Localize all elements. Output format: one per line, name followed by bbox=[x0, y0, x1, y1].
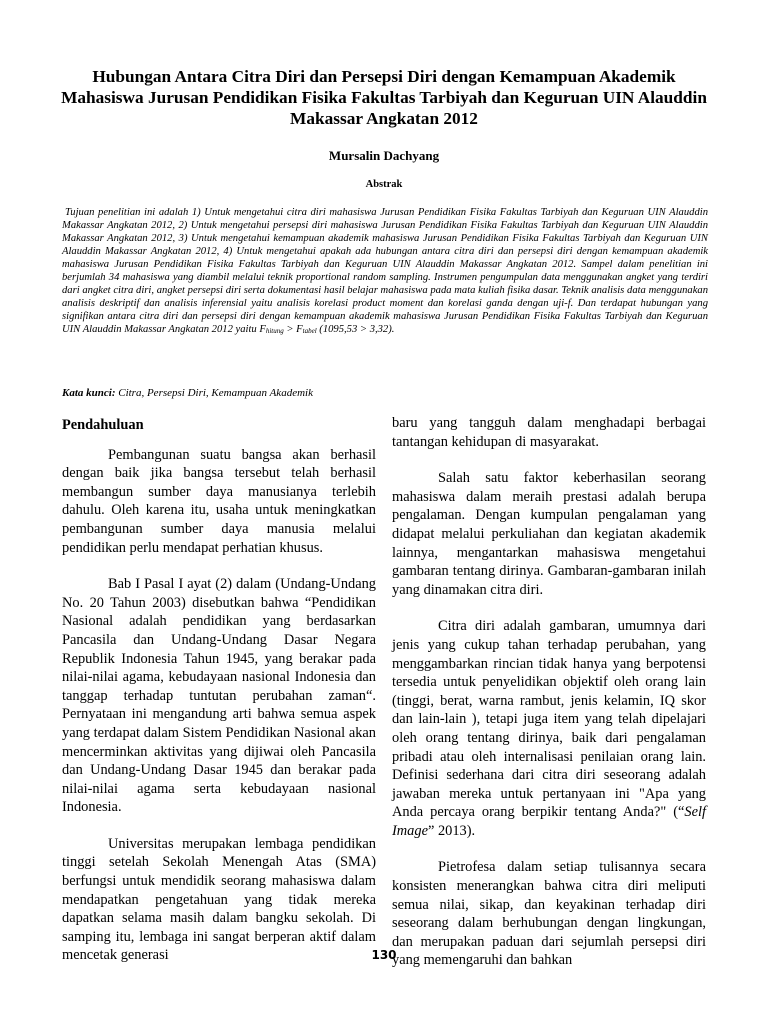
paragraph-continuation: baru yang tangguh dalam menghadapi berbagai tantangan kehidupan di masyarakat. bbox=[392, 415, 706, 450]
citation-italic: Self Image bbox=[392, 804, 706, 839]
section-heading: Pendahuluan bbox=[62, 417, 144, 433]
paragraph bbox=[392, 617, 706, 840]
paragraph: Pembangunan suatu bangsa akan berhasil dengan baik jika bangsa tersebut telah berhasil membangun sumber daya manusianya terlebih dahulu. Oleh karena itu, usaha untuk meningkatkan pembangunan sumber daya manusia melalui pendidikan perlu mendapat perhatian khusus. bbox=[62, 446, 376, 556]
abstract-text: Tujuan penelitian ini adalah 1) Untuk mengetahui citra diri mahasiswa Jurusan Pendidikan Fisika Fakultas Tarbiyah dan Keguruan UIN Alauddin Makassar Angkatan 2012, 2) Untuk mengetahui persepsi diri mahasiswa Jurusan Pendidikan Fisika Fakultas Tarbiyah dan Keguruan UIN Alauddin Makassar Angkatan 2012, 3) Untuk mengetahui kemampuan akademik mahasiswa Jurusan Pendidikan Fisika Fakultas Tarbiyah dan Keguruan UIN Alauddin Makassar Angkatan 2012, 4) Untuk mengetahui apakah ada hubungan antara citra diri dan persepsi diri dengan kemampuan akademik mahasiswa Jurusan Pendidikan Fisika Fakultas Tarbiyah dan Keguruan UIN Alauddin Makassar Angkatan 2012. Sampel dalam penelitian ini berjumlah 34 mahasiswa yang diambil melalui teknik proportional random sampling. Instrumen pengumpulan data menggunakan angket yang terdiri dari angket citra diri, angket persepsi diri serta dokumentasi hasil belajar mahasiswa pada mata kuliah fisika dasar. Teknik analisis data menggunakan analisis deskriptif dan analisis inferensial yaitu analisis korelasi product moment dan korelasi ganda dengan uji-f. Dan terdapat hubungan yang signifikan antara citra diri dan persepsi diri dengan kemampuan akademik mahasiswa Jurusan Pendidikan Fisika Fakultas Tarbiyah dan Keguruan UIN Alauddin Makassar Angkatan 2012 yaitu F bbox=[62, 207, 708, 335]
abstract-body bbox=[62, 206, 708, 336]
paragraph: Bab I Pasal I ayat (2) dalam (Undang-Undang No. 20 Tahun 2003) disebutkan bahwa “Pendidikan Nasional adalah pendidikan yang berdasarkan Pancasila dan Undang-Undang Dasar Negara Republik Indonesia Tahun 1945, yang berakar pada nilai-nilai agama, kebudayaan nasional Indonesia dan tanggap terhadap tuntutan perubahan zaman“. Pernyataan ini mengandung arti bahwa semua aspek yang terdapat dalam Sistem Pendidikan Nasional akan mencerminkan aktivitas yang dijiwai oleh Pancasila dan Undang-Undang Dasar 1945 dan berakar pada nilai-nilai agama serta kebudayaan nasional Indonesia. bbox=[62, 576, 376, 816]
page-number: 130 bbox=[371, 948, 397, 962]
abstract-result: (1095,53 > 3,32). bbox=[316, 324, 395, 335]
keywords-label: Kata kunci: bbox=[62, 387, 116, 399]
keywords-text: Citra, Persepsi Diri, Kemampuan Akademik bbox=[115, 387, 313, 399]
abstract-subscript-tabel: tabel bbox=[302, 327, 317, 335]
left-column bbox=[62, 416, 376, 965]
paragraph: Salah satu faktor keberhasilan seorang mahasiswa dalam meraih prestasi adalah berupa pengalaman. Dengan kumpulan pengalaman yang didapat melalui perkuliahan dan kegiatan akademik lainnya, mengantarkan mahasiswa mengetahui gambaran tentang dirinya. Gambaran-gambaran inilah yang dinamakan citra diri. bbox=[392, 470, 706, 598]
paragraph: Universitas merupakan lembaga pendidikan tinggi setelah Sekolah Menengah Atas (SMA) berfungsi untuk mendidik seorang mahasiswa dalam mendapatkan pengetahuan yang tidak mereka dapatkan selama masih dalam bangku sekolah. Di samping itu, lembaga ini sangat berperan aktif dalam mencetak generasi bbox=[62, 835, 376, 964]
right-column bbox=[392, 414, 706, 970]
abstract-heading: Abstrak bbox=[365, 179, 403, 190]
paragraph: Pietrofesa dalam setiap tulisannya secara konsisten menerangkan bahwa citra diri meliputi semua nilai, sikap, dan keyakinan terhadap diri seseorang dalam berhubungan dengan lingkungan, dan merupakan paduan dari sejumlah persepsi diri yang memengaruhi dan bahkan bbox=[392, 859, 706, 969]
abstract-gt: > F bbox=[283, 324, 303, 335]
keywords bbox=[62, 387, 708, 399]
citation-year: ” 2013). bbox=[427, 822, 476, 839]
paper-title: Hubungan Antara Citra Diri dan Persepsi Diri dengan Kemampuan Akademik Mahasiswa Jurusan Pendidikan Fisika Fakultas Tarbiyah dan Keguruan UIN Alauddin Makassar Angkatan 2012 bbox=[61, 67, 707, 128]
author-name: Mursalin Dachyang bbox=[328, 148, 440, 163]
paragraph-text: Citra diri adalah gambaran, umumnya dari jenis yang cukup tahan terhadap perubahan, yang menggambarkan rincian tidak hanya yang berpotensi tersedia untuk penyelidikan objektif oleh orang lain (tinggi, berat, warna rambut, jenis kelamin, IQ skor dan lain-lain ), tetapi juga item yang telah dipelajari oleh orang tentang dirinya, baik dari pengalaman pribadi atau oleh internalisasi penilaian orang lain. Definisi sederhana dari citra diri seseorang adalah jawaban mereka untuk pertanyaan ini "Apa yang Anda percaya orang berpikir tentang Anda?" (“ bbox=[392, 618, 706, 821]
abstract-subscript-hitung: hitung bbox=[265, 327, 284, 335]
